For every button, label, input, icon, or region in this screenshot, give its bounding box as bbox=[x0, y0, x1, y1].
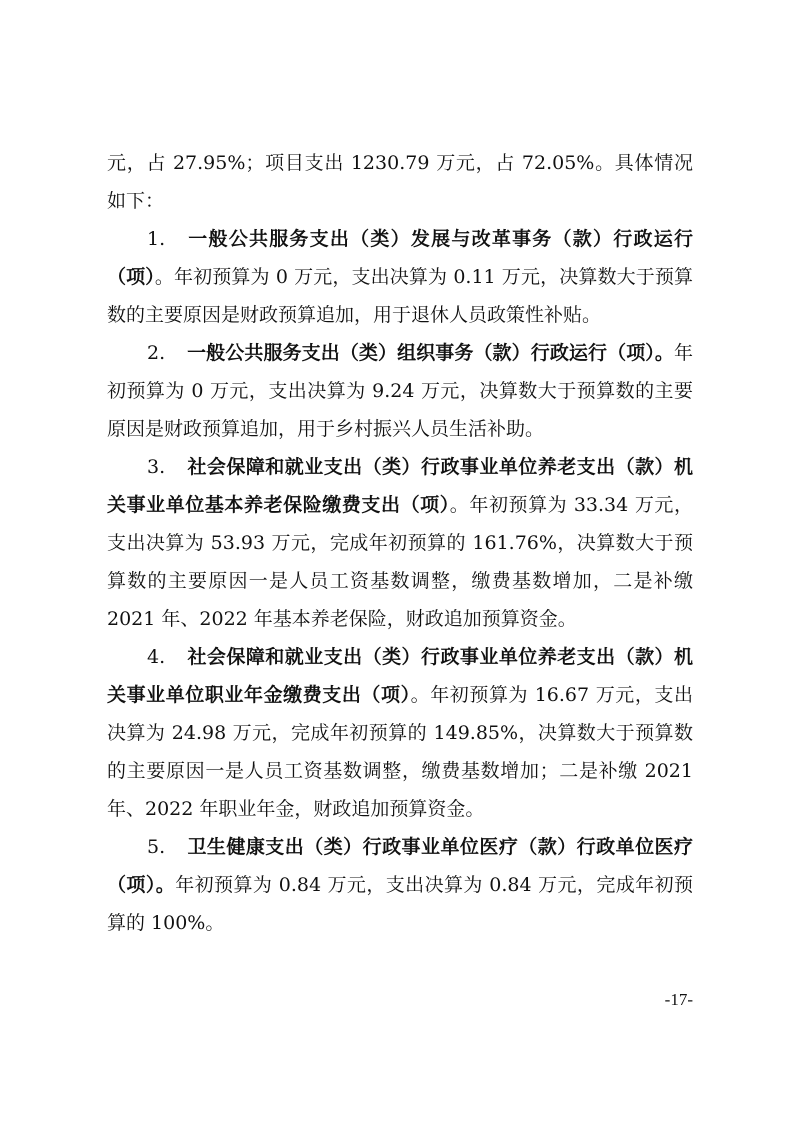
document-body bbox=[107, 144, 693, 942]
item-number: 4. bbox=[147, 646, 166, 668]
item-paragraph-2 bbox=[107, 334, 693, 448]
item-body: 。年初预算为 16.67 万元，支出决算为 24.98 万元，完成年初预算的 149.85%，决算数大于预算数的主要原因一是人员工资基数调整，缴费基数增加；二是补缴 2021 年、2022 年职业年金，财政追加预算资金。 bbox=[107, 684, 693, 820]
item-paragraph-5 bbox=[107, 828, 693, 942]
item-number: 1. bbox=[147, 228, 166, 250]
item-paragraph-4 bbox=[107, 638, 693, 828]
item-heading: 卫生健康支出（类）行政事业单位医疗（款）行政单位医疗（项）。 bbox=[107, 836, 693, 896]
item-heading: 一般公共服务支出（类）发展与改革事务（款）行政运行（项） bbox=[107, 228, 693, 288]
page-number: -17- bbox=[664, 990, 693, 1009]
item-body: 。年初预算为 0 万元，支出决算为 0.11 万元，决算数大于预算数的主要原因是财政预算追加，用于退休人员政策性补贴。 bbox=[107, 266, 693, 326]
item-heading: 社会保障和就业支出（类）行政事业单位养老支出（款）机关事业单位职业年金缴费支出（项） bbox=[107, 646, 693, 706]
item-paragraph-1 bbox=[107, 220, 693, 334]
item-body: 。年初预算为 33.34 万元，支出决算为 53.93 万元，完成年初预算的 161.76%，决算数大于预算数的主要原因一是人员工资基数调整，缴费基数增加，二是补缴 2021 年、2022 年基本养老保险，财政追加预算资金。 bbox=[107, 494, 693, 630]
item-number: 5. bbox=[147, 836, 166, 858]
item-paragraph-3 bbox=[107, 448, 693, 638]
item-number: 3. bbox=[147, 456, 166, 478]
item-body: 年初预算为 0.84 万元，支出决算为 0.84 万元，完成年初预算的 100%。 bbox=[107, 874, 693, 934]
item-heading: 一般公共服务支出（类）组织事务（款）行政运行（项）。 bbox=[187, 342, 674, 364]
item-heading: 社会保障和就业支出（类）行政事业单位养老支出（款）机关事业单位基本养老保险缴费支出（项） bbox=[107, 456, 693, 516]
intro-paragraph: 元，占 27.95%；项目支出 1230.79 万元，占 72.05%。具体情况如下： bbox=[107, 152, 693, 212]
item-body: 年初预算为 0 万元，支出决算为 9.24 万元，决算数大于预算数的主要原因是财政预算追加，用于乡村振兴人员生活补助。 bbox=[107, 342, 693, 440]
item-number: 2. bbox=[147, 342, 166, 364]
